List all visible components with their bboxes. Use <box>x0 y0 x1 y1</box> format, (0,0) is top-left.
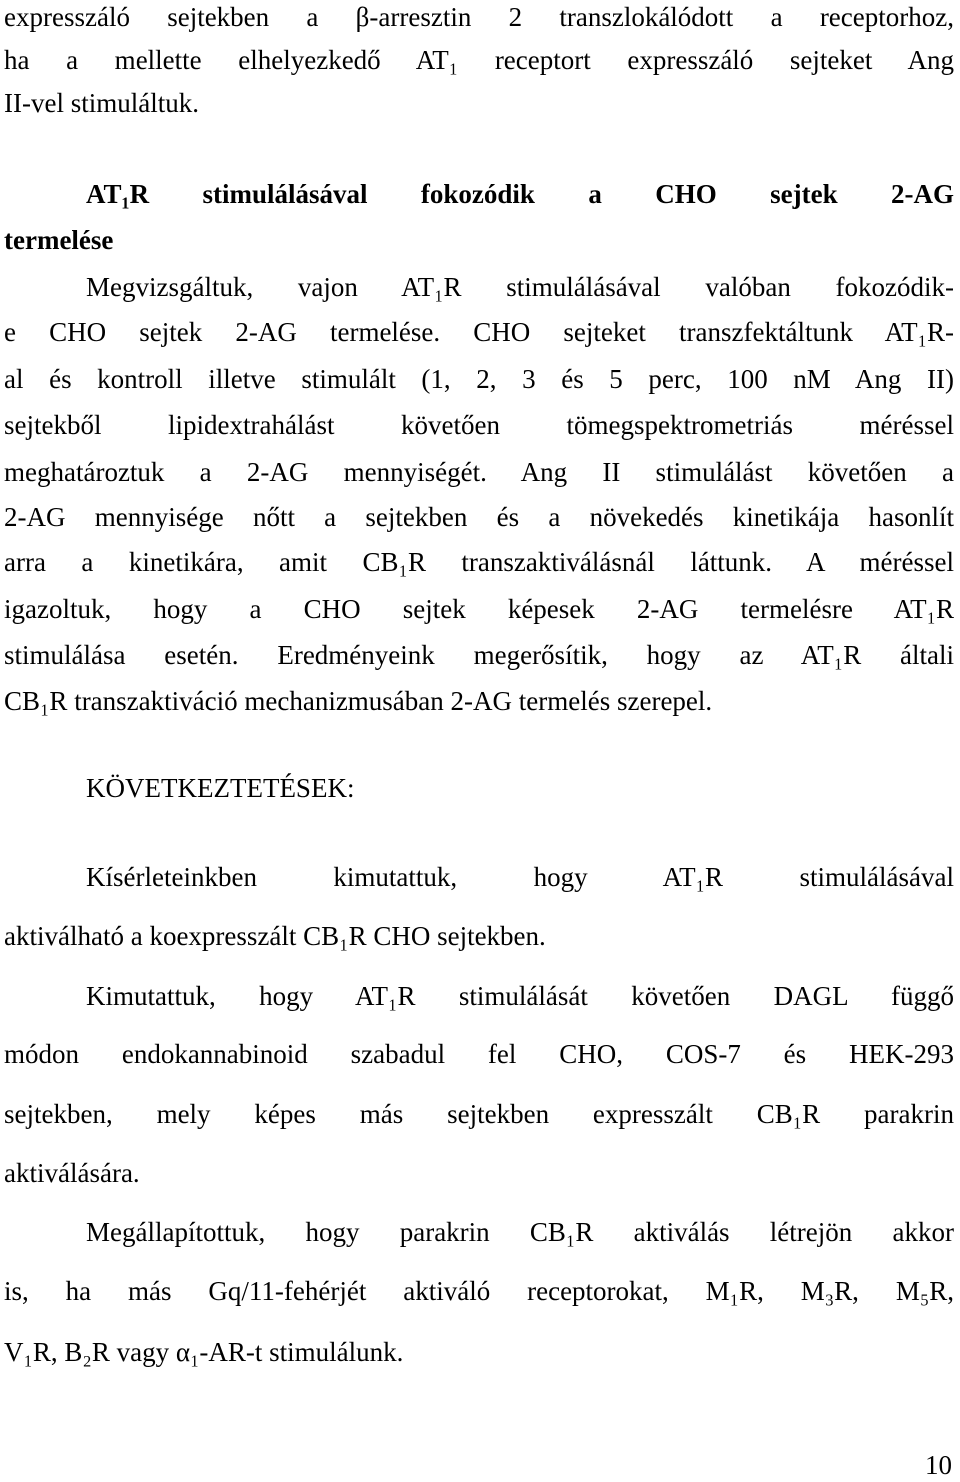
text-line: V₁R, B₂R vagy α₁-AR-t stimulálunk. <box>4 1337 404 1367</box>
text-line: expresszáló sejtekben a β-arresztin 2 transzlokálódott a receptorhoz, <box>4 2 954 32</box>
section-heading: AT₁R stimulálásával fokozódik a CHO sejtek 2-AG <box>86 179 954 209</box>
text-line: al és kontroll illetve stimulált (1, 2, 3 és 5 perc, 100 nM Ang II) <box>4 364 954 394</box>
text-line: stimulálása esetén. Eredményeink megerősítik, hogy az AT₁R általi <box>4 640 954 670</box>
text-line: II-vel stimuláltuk. <box>4 88 199 118</box>
text-line: igazoltuk, hogy a CHO sejtek képesek 2-AG termelésre AT₁R <box>4 594 954 624</box>
text-line: ha a mellette elhelyezkedő AT₁ receptort expresszáló sejteket Ang <box>4 45 954 75</box>
text-line: e CHO sejtek 2-AG termelése. CHO sejteket transzfektáltunk AT₁R- <box>4 317 954 347</box>
text-line: Megvizsgáltuk, vajon AT₁R stimulálásával valóban fokozódik- <box>86 272 954 302</box>
conclusions-heading: KÖVETKEZTETÉSEK: <box>86 773 355 803</box>
text-line: Kimutattuk, hogy AT₁R stimulálását követően DAGL függő <box>86 981 954 1011</box>
text-line: meghatároztuk a 2-AG mennyiségét. Ang II stimulálást követően a <box>4 457 954 487</box>
text-line: arra a kinetikára, amit CB₁R transzaktiválásnál láttunk. A méréssel <box>4 547 954 577</box>
text-line: is, ha más Gq/11-fehérjét aktiváló receptorokat, M₁R, M₃R, M₅R, <box>4 1276 954 1306</box>
text-line: 2-AG mennyisége nőtt a sejtekben és a növekedés kinetikája hasonlít <box>4 502 954 532</box>
text-line: Megállapítottuk, hogy parakrin CB₁R aktiválás létrejön akkor <box>86 1217 954 1247</box>
text-line: CB₁R transzaktiváció mechanizmusában 2-AG termelés szerepel. <box>4 686 713 716</box>
text-line: sejtekben, mely képes más sejtekben expresszált CB₁R parakrin <box>4 1099 954 1129</box>
text-line: aktiválására. <box>4 1158 140 1188</box>
section-heading: termelése <box>4 225 114 255</box>
text-line: sejtekből lipidextrahálást követően tömegspektrometriás méréssel <box>4 410 954 440</box>
text-line: Kísérleteinkben kimutattuk, hogy AT₁R stimulálásával <box>86 862 954 892</box>
text-line: módon endokannabinoid szabadul fel CHO, COS-7 és HEK-293 <box>4 1039 954 1069</box>
text-line: aktiválható a koexpresszált CB₁R CHO sejtekben. <box>4 921 546 951</box>
page-number: 10 <box>925 1450 952 1480</box>
